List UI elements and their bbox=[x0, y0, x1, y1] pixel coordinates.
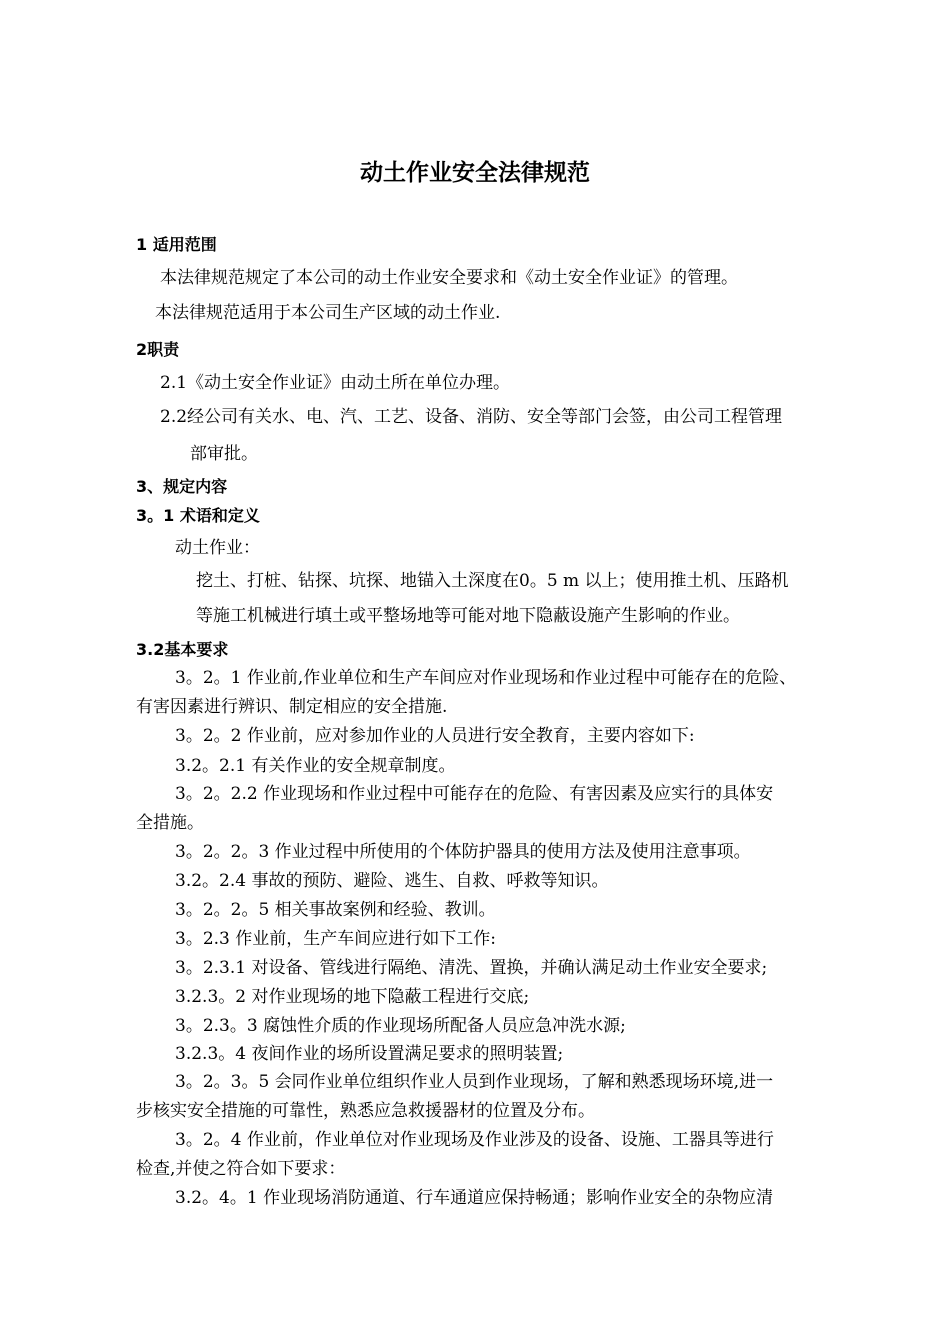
clause-3-2-2-1: 3.2。2.1 有关作业的安全规章制度。 bbox=[175, 756, 456, 776]
clause-2-2-line-2: 部审批。 bbox=[190, 444, 258, 464]
clause-3-2-2-2-line-2: 全措施。 bbox=[136, 813, 204, 833]
section-2-heading: 2职责 bbox=[136, 340, 180, 359]
clause-3-2-2-4: 3.2。2.4 事故的预防、避险、逃生、自救、呼救等知识。 bbox=[175, 871, 609, 891]
clause-3-2-1-line-2: 有害因素进行辨识、制定相应的安全措施. bbox=[136, 697, 448, 717]
clause-3-2-3-2: 3.2.3。2 对作业现场的地下隐蔽工程进行交底; bbox=[175, 987, 530, 1007]
clause-3-2-3: 3。2.3 作业前，生产车间应进行如下工作: bbox=[175, 929, 496, 949]
clause-3-2-1-line-1: 3。2。1 作业前,作业单位和生产车间应对作业现场和作业过程中可能存在的危险、 bbox=[175, 668, 797, 688]
term-definition-line-1: 挖土、打桩、钻探、坑探、地锚入土深度在0。5 m 以上；使用推土机、压路机 bbox=[196, 571, 789, 591]
clause-2-1: 2.1《动土安全作业证》由动土所在单位办理。 bbox=[160, 373, 511, 393]
section-3-heading: 3、规定内容 bbox=[136, 477, 228, 496]
clause-3-2-2-3: 3。2。2。3 作业过程中所使用的个体防护器具的使用方法及使用注意事项。 bbox=[175, 842, 751, 862]
section-1-heading: 1 适用范围 bbox=[136, 235, 217, 254]
clause-3-2-3-5-line-2: 步核实安全措施的可靠性，熟悉应急救援器材的位置及分布。 bbox=[136, 1101, 595, 1121]
clause-2-2-line-1: 2.2经公司有关水、电、汽、工艺、设备、消防、安全等部门会签，由公司工程管理 bbox=[160, 407, 783, 427]
section-1-paragraph-2: 本法律规范适用于本公司生产区域的动土作业. bbox=[155, 303, 501, 323]
section-3-2-heading: 3.2基本要求 bbox=[136, 640, 229, 659]
clause-3-2-4-line-2: 检查,并使之符合如下要求： bbox=[136, 1159, 346, 1179]
clause-3-2-4-line-1: 3。2。4 作业前，作业单位对作业现场及作业涉及的设备、设施、工器具等进行 bbox=[175, 1130, 774, 1150]
clause-3-2-3-3: 3。2.3。3 腐蚀性介质的作业现场所配备人员应急冲洗水源; bbox=[175, 1016, 626, 1036]
term-definition-line-2: 等施工机械进行填土或平整场地等可能对地下隐蔽设施产生影响的作业。 bbox=[196, 606, 740, 626]
section-3-1-heading: 3。1 术语和定义 bbox=[136, 506, 260, 525]
clause-3-2-3-1: 3。2.3.1 对设备、管线进行隔绝、清洗、置换，并确认满足动土作业安全要求; bbox=[175, 958, 768, 978]
clause-3-2-2: 3。2。2 作业前，应对参加作业的人员进行安全教育，主要内容如下: bbox=[175, 726, 695, 746]
section-1-paragraph-1: 本法律规范规定了本公司的动土作业安全要求和《动土安全作业证》的管理。 bbox=[160, 268, 738, 288]
document-title: 动土作业安全法律规范 bbox=[360, 160, 590, 186]
clause-3-2-2-5: 3。2。2。5 相关事故案例和经验、教训。 bbox=[175, 900, 496, 920]
term-label: 动土作业： bbox=[175, 538, 260, 558]
clause-3-2-4-1: 3.2。4。1 作业现场消防通道、行车通道应保持畅通；影响作业安全的杂物应清 bbox=[175, 1188, 774, 1208]
clause-3-2-3-4: 3.2.3。4 夜间作业的场所设置满足要求的照明装置; bbox=[175, 1044, 564, 1064]
clause-3-2-2-2-line-1: 3。2。2.2 作业现场和作业过程中可能存在的危险、有害因素及应实行的具体安 bbox=[175, 784, 774, 804]
clause-3-2-3-5-line-1: 3。2。3。5 会同作业单位组织作业人员到作业现场，了解和熟悉现场环境,进一 bbox=[175, 1072, 774, 1092]
